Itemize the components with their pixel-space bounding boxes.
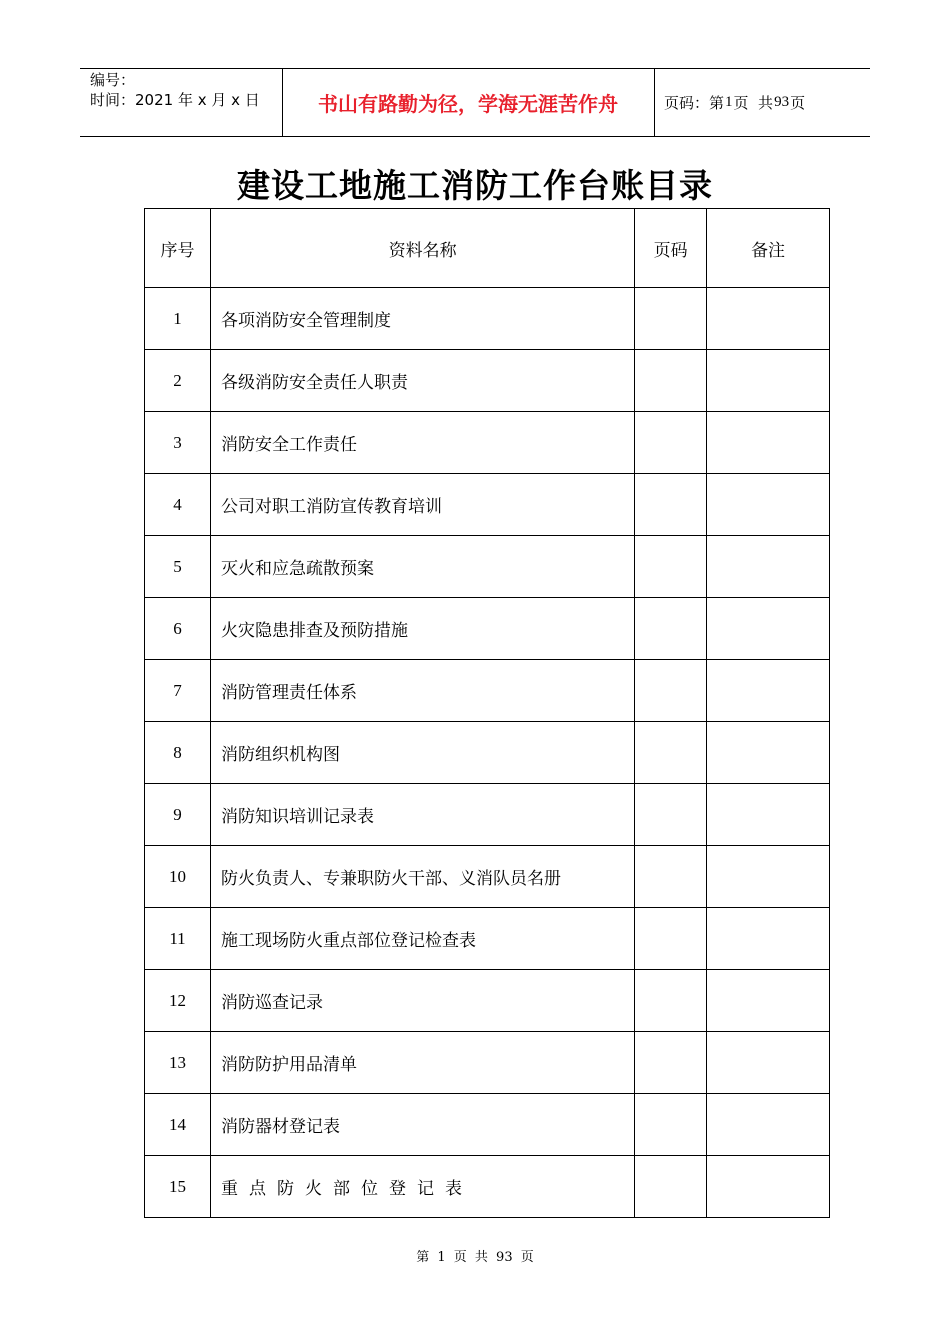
row-page [635,1032,707,1094]
page-suffix: 页 [790,93,806,112]
table-row [145,846,830,908]
table-header-row [145,209,830,288]
column-header-page: 页码 [635,209,707,288]
table-row [145,660,830,722]
row-title: 消防巡查记录 [211,970,635,1032]
row-number: 4 [145,474,211,536]
row-note [707,1156,830,1218]
table-row [145,784,830,846]
row-title: 消防器材登记表 [211,1094,635,1156]
row-number: 12 [145,970,211,1032]
row-page [635,908,707,970]
row-title: 重点防火部位登记表 [211,1156,635,1218]
row-note [707,846,830,908]
row-note [707,474,830,536]
row-number: 8 [145,722,211,784]
row-note [707,412,830,474]
row-page [635,846,707,908]
table-row [145,288,830,350]
row-page [635,722,707,784]
row-title: 各级消防安全责任人职责 [211,350,635,412]
table-row [145,1156,830,1218]
table-row [145,908,830,970]
row-page [635,970,707,1032]
row-number: 5 [145,536,211,598]
header-motto: 书山有路勤为径，学海无涯苦作舟 [318,91,618,116]
row-title: 灭火和应急疏散预案 [211,536,635,598]
row-title: 各项消防安全管理制度 [211,288,635,350]
row-page [635,412,707,474]
page-total: 93 [774,93,790,110]
row-note [707,970,830,1032]
row-note [707,908,830,970]
page-mid: 页 共 [733,93,774,112]
row-number: 2 [145,350,211,412]
column-header-name: 资料名称 [211,209,635,288]
row-title: 消防管理责任体系 [211,660,635,722]
row-page [635,536,707,598]
column-header-no: 序号 [145,209,211,288]
row-number: 1 [145,288,211,350]
row-note [707,288,830,350]
page-footer: 第 1 页 共 93 页 [416,1250,534,1265]
header-bottom-rule [80,136,870,137]
row-number: 15 [145,1156,211,1218]
table-row [145,970,830,1032]
page-current: 1 [725,93,733,110]
column-header-note: 备注 [707,209,830,288]
header-page-info [664,68,805,136]
row-page [635,474,707,536]
row-number: 6 [145,598,211,660]
header-meta [90,70,260,110]
time-label: 时间：2021 年 x 月 x 日 [90,91,260,109]
row-note [707,784,830,846]
row-page [635,784,707,846]
row-note [707,598,830,660]
row-number: 7 [145,660,211,722]
row-note [707,660,830,722]
row-page [635,350,707,412]
row-page [635,660,707,722]
table-row [145,1094,830,1156]
row-title: 火灾隐患排查及预防措施 [211,598,635,660]
row-note [707,1032,830,1094]
page-prefix: 页码：第 [664,93,725,112]
row-title: 防火负责人、专兼职防火干部、义消队员名册 [211,846,635,908]
table-row [145,722,830,784]
table-row [145,598,830,660]
table-row [145,350,830,412]
row-page [635,1094,707,1156]
catalog-table [144,208,830,1218]
row-number: 13 [145,1032,211,1094]
serial-label: 编号： [90,71,136,89]
row-page [635,288,707,350]
table-row [145,412,830,474]
row-title: 消防防护用品清单 [211,1032,635,1094]
row-title: 消防知识培训记录表 [211,784,635,846]
header-divider-right [654,68,655,136]
row-title: 公司对职工消防宣传教育培训 [211,474,635,536]
row-title: 施工现场防火重点部位登记检查表 [211,908,635,970]
row-title: 消防组织机构图 [211,722,635,784]
row-number: 11 [145,908,211,970]
page-title: 建设工地施工消防工作台账目录 [237,166,713,205]
row-number: 10 [145,846,211,908]
row-number: 9 [145,784,211,846]
row-number: 3 [145,412,211,474]
row-note [707,1094,830,1156]
table-row [145,536,830,598]
row-page [635,598,707,660]
table-row [145,1032,830,1094]
table-row [145,474,830,536]
row-number: 14 [145,1094,211,1156]
row-note [707,722,830,784]
row-page [635,1156,707,1218]
row-note [707,350,830,412]
row-note [707,536,830,598]
row-title: 消防安全工作责任 [211,412,635,474]
